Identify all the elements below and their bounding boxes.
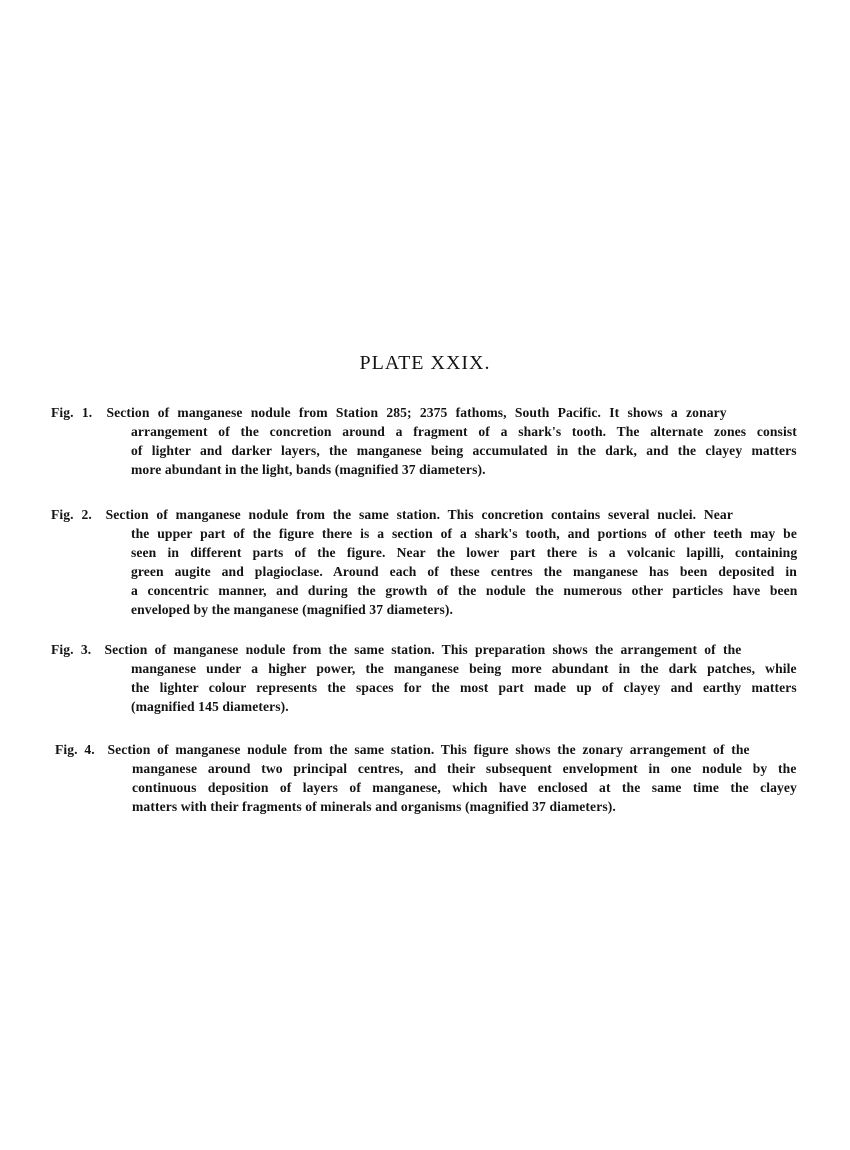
- caption-line: more abundant in the light, bands (magnified 37 diameters).: [131, 462, 486, 477]
- caption-text: Section of manganese nodule from the same station. This concretion contains several nuclei. Near: [105, 507, 733, 522]
- caption-line: seen in different parts of the figure. Near the lower part there is a volcanic lapilli, containing: [131, 545, 798, 560]
- figure-label: Fig. 2.: [51, 507, 92, 522]
- figure-label: Fig. 4.: [55, 742, 95, 757]
- caption-line: manganese under a higher power, the manganese being more abundant in the dark patches, while: [131, 661, 797, 676]
- figure-label: Fig. 3.: [51, 642, 92, 657]
- caption-line: arrangement of the concretion around a fragment of a shark's tooth. The alternate zones consist: [131, 424, 797, 439]
- caption-line: [51, 506, 733, 525]
- caption-text: Section of manganese nodule from the same station. This figure shows the zonary arrangement of the: [107, 742, 750, 757]
- caption-line: the lighter colour represents the spaces for the most part made up of clayey and earthy matters: [131, 680, 797, 695]
- caption-line: (magnified 145 diameters).: [131, 699, 289, 714]
- caption-line: [51, 404, 727, 423]
- caption-line: [51, 641, 741, 660]
- caption-line: a concentric manner, and during the growth of the nodule the numerous other particles have been: [131, 583, 798, 598]
- caption-line: green augite and plagioclase. Around each of these centres the manganese has been deposited in: [131, 564, 797, 579]
- caption-line: manganese around two principal centres, and their subsequent envelopment in one nodule by the: [132, 761, 797, 776]
- caption-text: Section of manganese nodule from Station 285; 2375 fathoms, South Pacific. It shows a zonary: [106, 405, 727, 420]
- caption-line: enveloped by the manganese (magnified 37 diameters).: [131, 602, 453, 617]
- figure-label: Fig. 1.: [51, 405, 93, 420]
- caption-line: [55, 741, 750, 760]
- caption-line: matters with their fragments of minerals and organisms (magnified 37 diameters).: [132, 799, 616, 814]
- caption-line: continuous deposition of layers of manganese, which have enclosed at the same time the clayey: [132, 780, 797, 795]
- caption-line: of lighter and darker layers, the manganese being accumulated in the dark, and the clayey matters: [131, 443, 797, 458]
- caption-line: the upper part of the figure there is a section of a shark's tooth, and portions of other teeth may be: [131, 526, 797, 541]
- plate-title: PLATE XXIX.: [359, 352, 491, 374]
- caption-text: Section of manganese nodule from the same station. This preparation shows the arrangement of the: [104, 642, 742, 657]
